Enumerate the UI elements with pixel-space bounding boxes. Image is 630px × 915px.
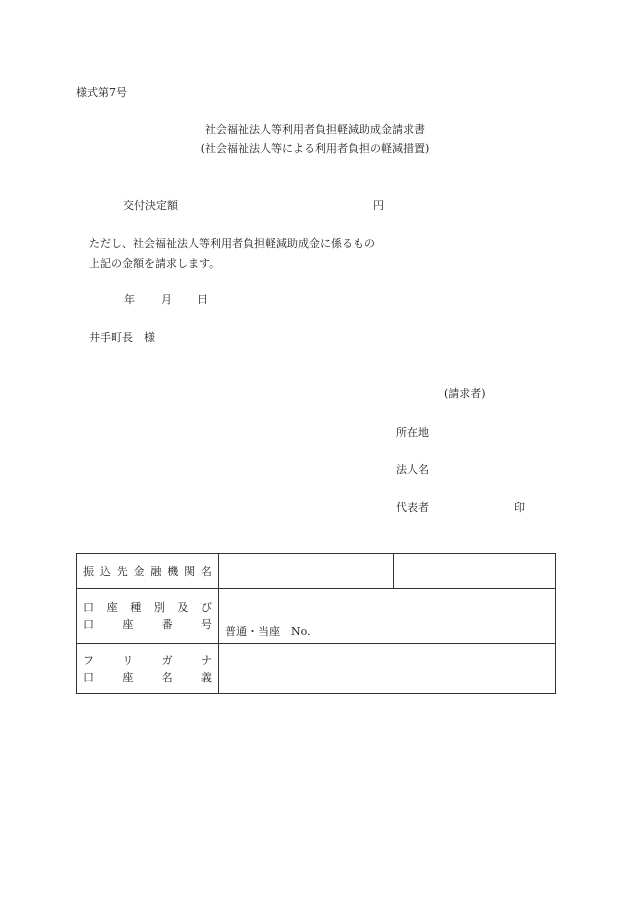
bank-name-label [77, 554, 219, 589]
branch-name-field[interactable] [394, 554, 556, 589]
grant-amount-label: 交付決定額 [123, 199, 178, 212]
bank-account-table [76, 553, 556, 694]
account-type-label-line-2: 口 座 番 号 [83, 618, 212, 631]
table-row [77, 554, 556, 589]
date-year-label: 年 [124, 293, 135, 306]
form-number: 様式第7号 [76, 86, 127, 99]
account-holder-label-text: 口 座 名 義 [83, 670, 212, 684]
account-number-field[interactable] [219, 589, 556, 644]
furigana-label: フ リ ガ ナ [83, 653, 212, 667]
date-month-label: 月 [161, 293, 172, 306]
corporation-name-label: 法人名 [396, 463, 429, 476]
account-type-label-line-1: 口 座 種 別 及 び [83, 601, 212, 614]
document-title: 社会福祉法人等利用者負担軽減助成金請求書 [205, 123, 425, 136]
requester-heading: (請求者) [444, 387, 486, 400]
account-holder-label [77, 644, 219, 694]
address-label: 所在地 [396, 426, 429, 439]
account-type-options: 普通・当座 No. [225, 624, 311, 638]
account-holder-field[interactable] [219, 644, 556, 694]
bank-name-field[interactable] [219, 554, 394, 589]
seal-mark: 印 [514, 501, 525, 514]
body-text-line-1: ただし、社会福祉法人等利用者負担軽減助成金に係るもの [89, 237, 375, 250]
document-subtitle: (社会福祉法人等による利用者負担の軽減措置) [200, 142, 430, 155]
date-day-label: 日 [197, 293, 208, 306]
bank-name-label-text: 振 込 先 金 融 機 関 名 [83, 564, 212, 578]
table-row [77, 589, 556, 644]
table-row [77, 644, 556, 694]
grant-amount-unit: 円 [373, 199, 384, 212]
addressee: 井手町長 様 [89, 331, 155, 344]
body-text-line-2: 上記の金額を請求します。 [89, 257, 221, 270]
representative-label: 代表者 [396, 501, 429, 514]
account-type-number-label [77, 589, 219, 644]
